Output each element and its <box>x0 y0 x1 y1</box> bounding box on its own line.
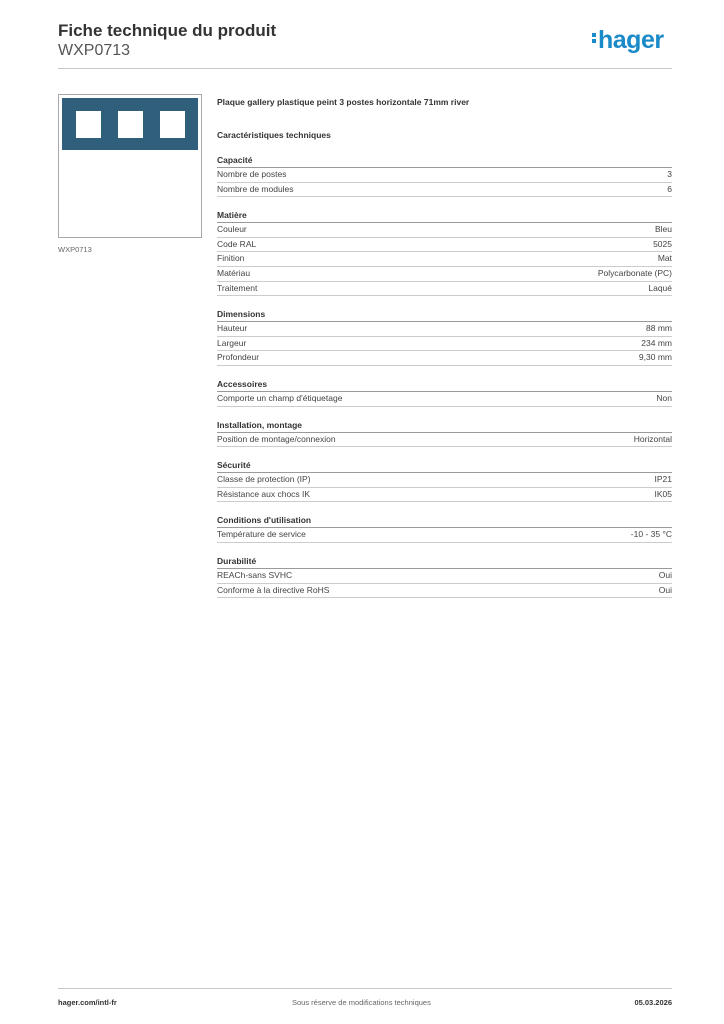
spec-label: Nombre de postes <box>217 169 287 179</box>
document-title: Fiche technique du produit <box>58 21 277 40</box>
tech-heading: Caractéristiques techniques <box>217 130 331 140</box>
spec-row <box>217 337 672 352</box>
spec-value: 3 <box>667 169 672 179</box>
spec-value: IK05 <box>654 488 672 499</box>
spec-row <box>217 351 672 366</box>
footer-website: hager.com/intl-fr <box>58 998 117 1007</box>
footer-disclaimer: Sous réserve de modifications techniques <box>292 998 431 1007</box>
spec-label: Traitement <box>217 282 258 293</box>
product-reference: WXP0713 <box>58 42 131 59</box>
spec-row <box>217 528 672 543</box>
spec-row <box>217 392 672 407</box>
spec-label: Température de service <box>217 529 306 540</box>
spec-value: Non <box>656 392 672 403</box>
plate-opening <box>118 111 143 138</box>
spec-sections <box>217 155 672 598</box>
product-description: Plaque gallery plastique peint 3 postes horizontale 71mm river <box>217 97 470 107</box>
spec-row <box>217 223 672 238</box>
spec-label: Hauteur <box>217 323 248 334</box>
section-title: Conditions d'utilisation <box>217 515 672 528</box>
spec-row <box>217 584 672 599</box>
section-title: Sécurité <box>217 460 672 473</box>
spec-value: Bleu <box>654 224 672 235</box>
spec-section <box>217 379 672 407</box>
spec-section <box>217 309 672 366</box>
section-title: Durabilité <box>217 556 672 569</box>
logo-dots-icon <box>592 31 597 45</box>
spec-value: Horizontal <box>633 433 672 444</box>
spec-section <box>217 515 672 543</box>
spec-section <box>217 420 672 448</box>
spec-row <box>217 322 672 337</box>
section-title: Dimensions <box>217 309 672 322</box>
spec-value: 6 <box>667 183 672 194</box>
spec-row <box>217 252 672 267</box>
spec-row <box>217 569 672 584</box>
spec-section <box>217 155 672 197</box>
product-image-frame <box>58 94 202 238</box>
spec-value: Oui <box>658 584 672 595</box>
spec-value: 5025 <box>653 238 672 249</box>
logo-text: hager <box>598 26 664 54</box>
spec-row <box>217 488 672 503</box>
image-caption: WXP0713 <box>58 245 92 254</box>
spec-label: Matériau <box>217 267 251 278</box>
spec-label: Profondeur <box>217 352 260 363</box>
section-title: Installation, montage <box>217 420 672 433</box>
hager-logo <box>592 26 664 55</box>
footer-divider <box>58 988 672 989</box>
spec-label: Position de montage/connexion <box>217 433 336 444</box>
section-title: Matière <box>217 210 672 223</box>
spec-label: Nombre de modules <box>217 183 294 194</box>
header-divider <box>58 68 672 69</box>
spec-label: Largeur <box>217 337 247 348</box>
spec-row <box>217 168 672 183</box>
spec-row <box>217 433 672 448</box>
spec-row <box>217 183 672 198</box>
spec-content <box>217 97 672 598</box>
footer-date: 05.03.2026 <box>634 998 672 1007</box>
spec-section <box>217 210 672 296</box>
spec-row <box>217 473 672 488</box>
section-title: Accessoires <box>217 379 672 392</box>
spec-row <box>217 282 672 297</box>
spec-label: REACh-sans SVHC <box>217 569 293 580</box>
spec-row <box>217 267 672 282</box>
spec-value: -10 - 35 °C <box>630 529 672 540</box>
spec-section <box>217 460 672 502</box>
spec-value: 88 mm <box>646 323 672 334</box>
spec-value: Mat <box>657 253 672 264</box>
plate-image <box>62 98 198 150</box>
page-header <box>58 21 276 60</box>
plate-opening <box>76 111 101 138</box>
spec-label: Comporte un champ d'étiquetage <box>217 392 343 403</box>
spec-value: 234 mm <box>641 337 672 348</box>
spec-value: 9,30 mm <box>638 352 672 363</box>
spec-value: Laqué <box>648 282 672 293</box>
spec-label: Finition <box>217 253 245 264</box>
spec-label: Conforme à la directive RoHS <box>217 584 330 595</box>
spec-label: Couleur <box>217 224 247 235</box>
spec-value: Polycarbonate (PC) <box>597 267 672 278</box>
spec-label: Résistance aux chocs IK <box>217 488 311 499</box>
section-title: Capacité <box>217 155 672 168</box>
spec-value: Oui <box>658 569 672 580</box>
spec-section <box>217 556 672 598</box>
spec-label: Classe de protection (IP) <box>217 474 311 485</box>
plate-opening <box>160 111 185 138</box>
spec-label: Code RAL <box>217 238 257 249</box>
spec-row <box>217 238 672 253</box>
spec-value: IP21 <box>654 474 672 485</box>
